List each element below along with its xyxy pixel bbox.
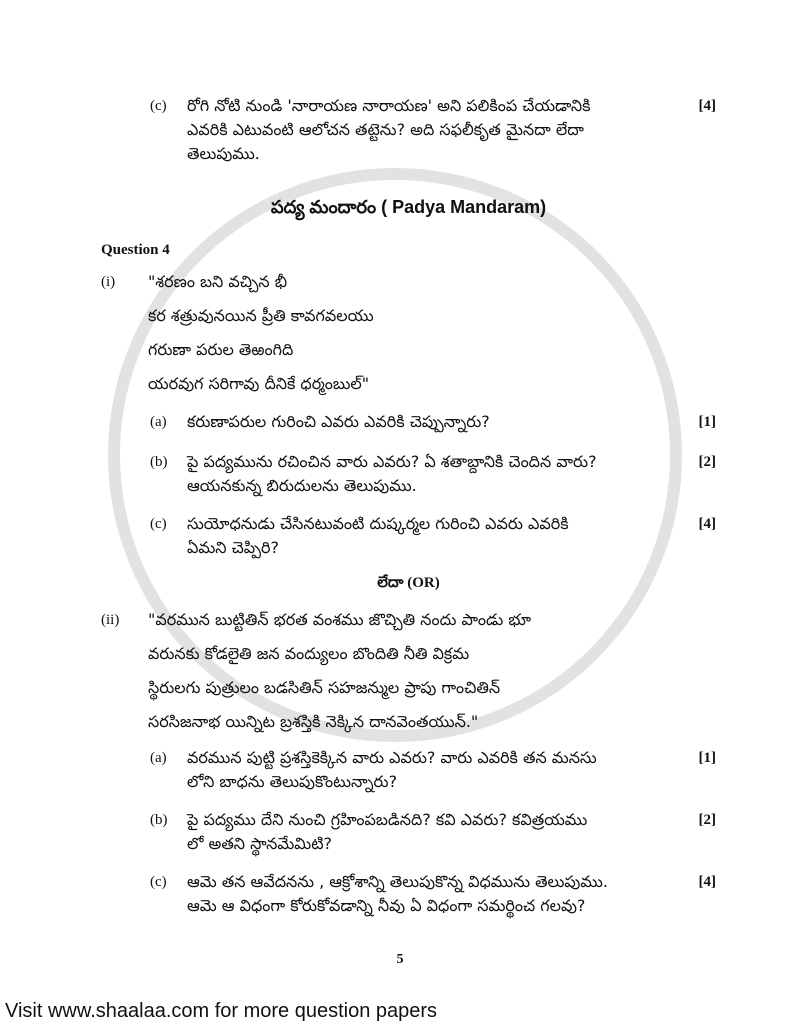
marks: [2] — [698, 812, 716, 828]
part-i — [101, 270, 716, 406]
marks: [2] — [698, 454, 716, 470]
poem-line: కర శత్రువునయిన ప్రీతి కావగవలయు — [148, 306, 374, 325]
sub-question-line: సుయోధనుడు చేసినటువంటి దుష్కర్మల గురించి ఎవరు ఎవరికి — [187, 514, 569, 533]
sub-question — [150, 450, 716, 498]
question-heading: Question 4 — [101, 242, 170, 258]
sub-label: (c) — [150, 516, 167, 532]
sub-label: (b) — [150, 454, 168, 470]
part-label: (i) — [101, 274, 116, 290]
marks: [1] — [698, 414, 716, 430]
poem-line: "వరమున బుట్టితిన్ భరత వంశము జొచ్చితి నందు పాండు భూ — [148, 610, 532, 629]
or-label: లేదా (OR) — [377, 575, 440, 591]
sub-question — [150, 746, 716, 794]
poem-line: గరుణా పరుల తెఱంగిది — [148, 340, 294, 359]
prev-question-label: (c) — [150, 98, 167, 114]
sub-question-line: ఆమె తన ఆవేదనను , ఆక్రోశాన్ని తెలుపుకొన్న విధమును తెలుపుము. — [187, 872, 608, 891]
sub-question — [150, 512, 716, 560]
poem — [148, 270, 716, 406]
sub-question-line: ఏమని చెప్పిరి? — [187, 538, 279, 557]
section-title: పద్య మందారం ( Padya Mandaram) — [270, 197, 547, 217]
sub-question — [150, 808, 716, 856]
sub-question-line: వరమున పుట్టి ప్రశస్తికెక్కిన వారు ఎవరు? వారు ఎవరికి తన మనసు — [187, 748, 597, 767]
sub-label: (a) — [150, 750, 167, 766]
poem-line: సరసిజనాభ యిన్నిట బ్రశస్తికి నెక్కిన దానవెంతయున్." — [148, 712, 479, 731]
page-number: 5 — [396, 952, 404, 967]
marks: [1] — [698, 750, 716, 766]
sub-question-line: కరుణాపరుల గురించి ఎవరు ఎవరికి చెప్పున్నారు? — [187, 412, 490, 431]
sub-question-line: ఆయనకున్న బిరుదులను తెలుపుము. — [187, 476, 417, 495]
footer-link[interactable]: Visit www.shaalaa.com for more question papers — [5, 1000, 438, 1022]
sub-question-line: పై పద్యము దేని నుంచి గ్రహింపబడినది? కవి ఎవరు? కవిత్రయము — [187, 810, 588, 829]
sub-question — [150, 870, 716, 918]
prev-question-line: ఎవరికి ఎటువంటి ఆలోచన తట్టెను? అది సఫలీకృత మైనదా లేదా — [187, 120, 584, 139]
poem-line: స్థిరులగు పుత్రులం బడసితిన్ సహజన్ముల ప్రాపు గాంచితిన్ — [148, 678, 501, 697]
sub-question-line: లో అతని స్థానమేమిటి? — [187, 834, 333, 853]
sub-question-line: పై పద్యమును రచించిన వారు ఎవరు? ఏ శతాబ్దానికి చెందిన వారు? — [187, 452, 597, 471]
part-ii — [101, 608, 716, 744]
prev-question-text — [187, 94, 672, 166]
poem-line: వరునకు కోడలైతి జన వంద్యులం బొందితి నీతి విక్రమ — [148, 644, 470, 663]
part-label: (ii) — [101, 612, 120, 628]
sub-question-line: లోని బాధను తెలుపుకొంటున్నారు? — [187, 772, 398, 791]
question-content — [101, 94, 716, 918]
marks: [4] — [698, 98, 716, 114]
poem — [148, 608, 716, 744]
prev-question-line: రోగి నోటి నుండి 'నారాయణ నారాయణ' అని పలికింప చేయడానికి — [187, 96, 591, 115]
sub-label: (c) — [150, 874, 167, 890]
prev-question — [150, 94, 716, 166]
sub-label: (a) — [150, 414, 167, 430]
sub-question — [150, 410, 716, 434]
prev-question-line: తెలుపుము. — [187, 144, 260, 163]
poem-line: "శరణం బని వచ్చిన భీ — [148, 272, 288, 291]
marks: [4] — [698, 874, 716, 890]
poem-line: యరవుగ సరిగావు దీనికే ధర్మంబుల్" — [148, 374, 370, 393]
marks: [4] — [698, 516, 716, 532]
sub-question-line: ఆమె ఆ విధంగా కోరుకోవడాన్ని నీవు ఏ విధంగా సమర్థించ గలవు? — [187, 896, 586, 915]
sub-label: (b) — [150, 812, 168, 828]
